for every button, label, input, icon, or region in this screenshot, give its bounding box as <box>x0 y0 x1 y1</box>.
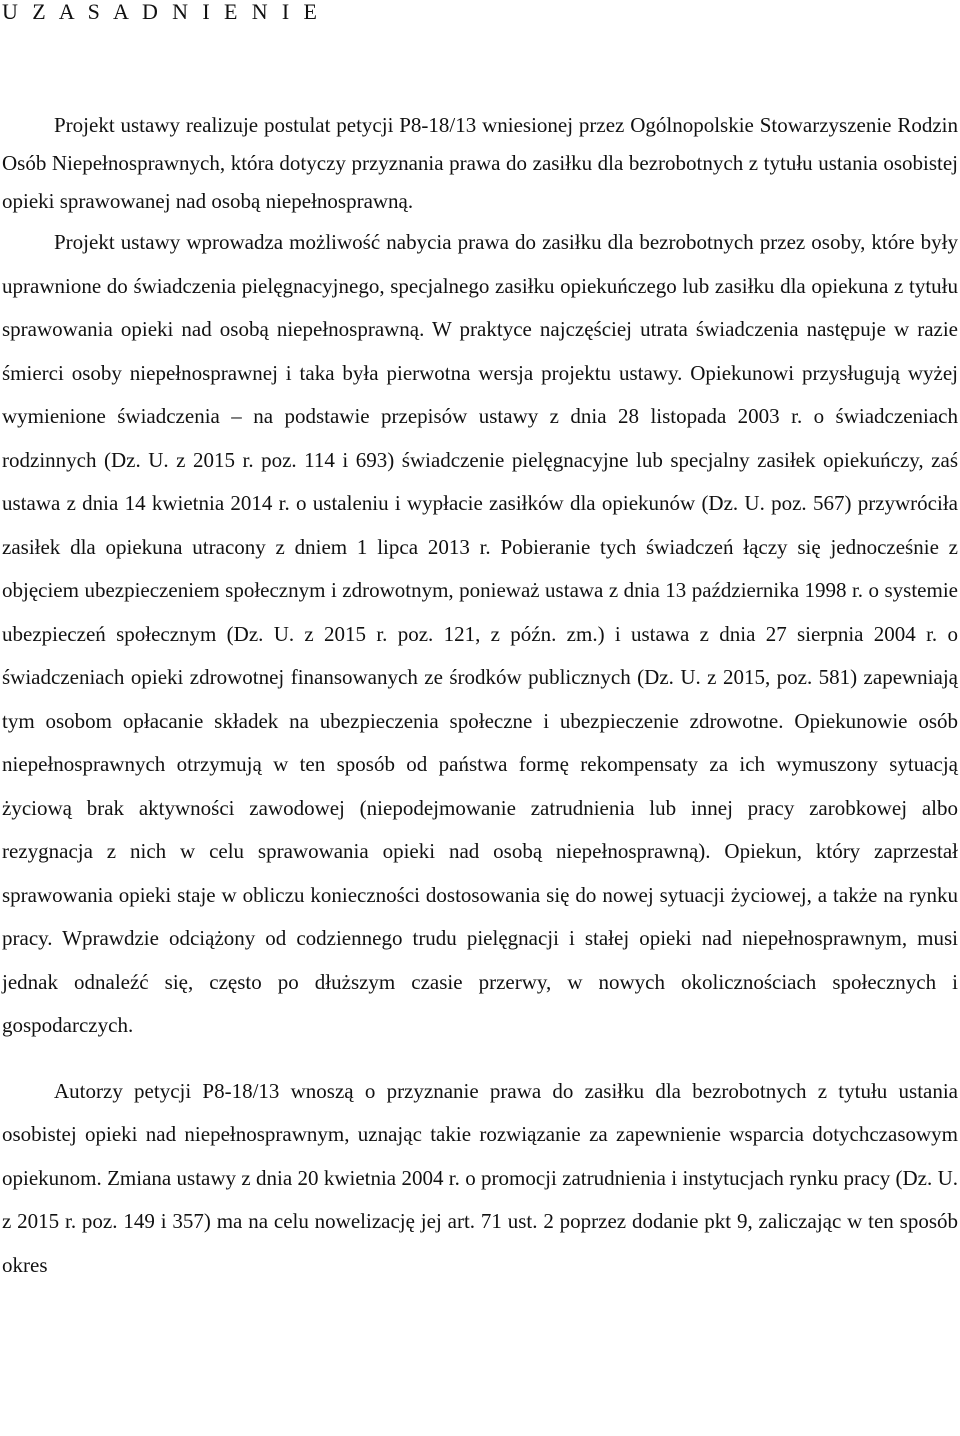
document-title: U Z A S A D N I E N I E <box>2 0 322 24</box>
paragraph-petition-authors: Autorzy petycji P8-18/13 wnoszą o przyznanie prawa do zasiłku dla bezrobotnych z tytułu ustania osobistej opieki nad niepełnosprawnym, uznając takie rozwiązanie za zapewnienie wsparcia dotychczasowym opiekunom. Zmiana ustawy z dnia 20 kwietnia 2004 r. o promocji zatrudnienia i instytucjach rynku pracy (Dz. U. z 2015 r. poz. 149 i 357) ma na celu nowelizację jej art. 71 ust. 2 poprzez dodanie pkt 9, zaliczając w ten sposób okres <box>2 1078 958 1277</box>
paragraph-project-description: Projekt ustawy wprowadza możliwość nabycia prawa do zasiłku dla bezrobotnych przez osoby, które były uprawnione do świadczenia pielęgnacyjnego, specjalnego zasiłku opiekuńczego lub zasiłku dla opiekuna z tytułu sprawowania opieki nad osobą niepełnosprawną. W praktyce najczęściej utrata świadczenia następuje w razie śmierci osoby niepełnosprawnej i taka była pierwotna wersja projektu ustawy. Opiekunowi przysługują wyżej wymienione świadczenia – na podstawie przepisów ustawy z dnia 28 listopada 2003 r. o świadczeniach rodzinnych (Dz. U. z 2015 r. poz. 114 i 693) świadczenie pielęgnacyjne lub specjalny zasiłek opiekuńczy, zaś ustawa z dnia 14 kwietnia 2014 r. o ustaleniu i wypłacie zasiłków dla opiekunów (Dz. U. poz. 567) przywróciła zasiłek dla opiekuna utracony z dniem 1 lipca 2013 r. Pobieranie tych świadczeń łączy się jednocześnie z objęciem ubezpieczeniem społecznym i zdrowotnym, ponieważ ustawa z dnia 13 października 1998 r. o systemie ubezpieczeń społecznym (Dz. U. z 2015 r. poz. 121, z późn. zm.) i ustawa z dnia 27 sierpnia 2004 r. o świadczeniach opieki zdrowotnej finansowanych ze środków publicznych (Dz. U. z 2015, poz. 581) zapewniają tym osobom opłacanie składek na ubezpieczenia społeczne i ubezpieczenie zdrowotne. Opiekunowie osób niepełnosprawnych otrzymują w ten sposób od państwa formę rekompensaty za ich wymuszony sytuacją życiową brak aktywności zawodowej (niepodejmowanie zatrudnienia lub innej pracy zarobkowej albo rezygnacja z nich w celu sprawowania opieki nad osobą niepełnosprawną). Opiekun, który zaprzestał sprawowania opieki staje w obliczu konieczności dostosowania się do nowej sytuacji życiowej, a także na rynku pracy. Wprawdzie odciążony od codziennego trudu pielęgnacji i stałej opieki nad niepełnosprawnym, musi jednak odnaleźć się, często po dłuższym czasie przerwy, w nowych okolicznościach społecznych i gospodarczych. <box>2 230 958 1037</box>
paragraph-petition-summary: Projekt ustawy realizuje postulat petycji P8-18/13 wniesionej przez Ogólnopolskie Stowarzyszenie Rodzin Osób Niepełnosprawnych, która dotyczy przyznania prawa do zasiłku dla bezrobotnych z tytułu ustania osobistej opieki sprawowanej nad osobą niepełnosprawną. <box>2 113 958 213</box>
